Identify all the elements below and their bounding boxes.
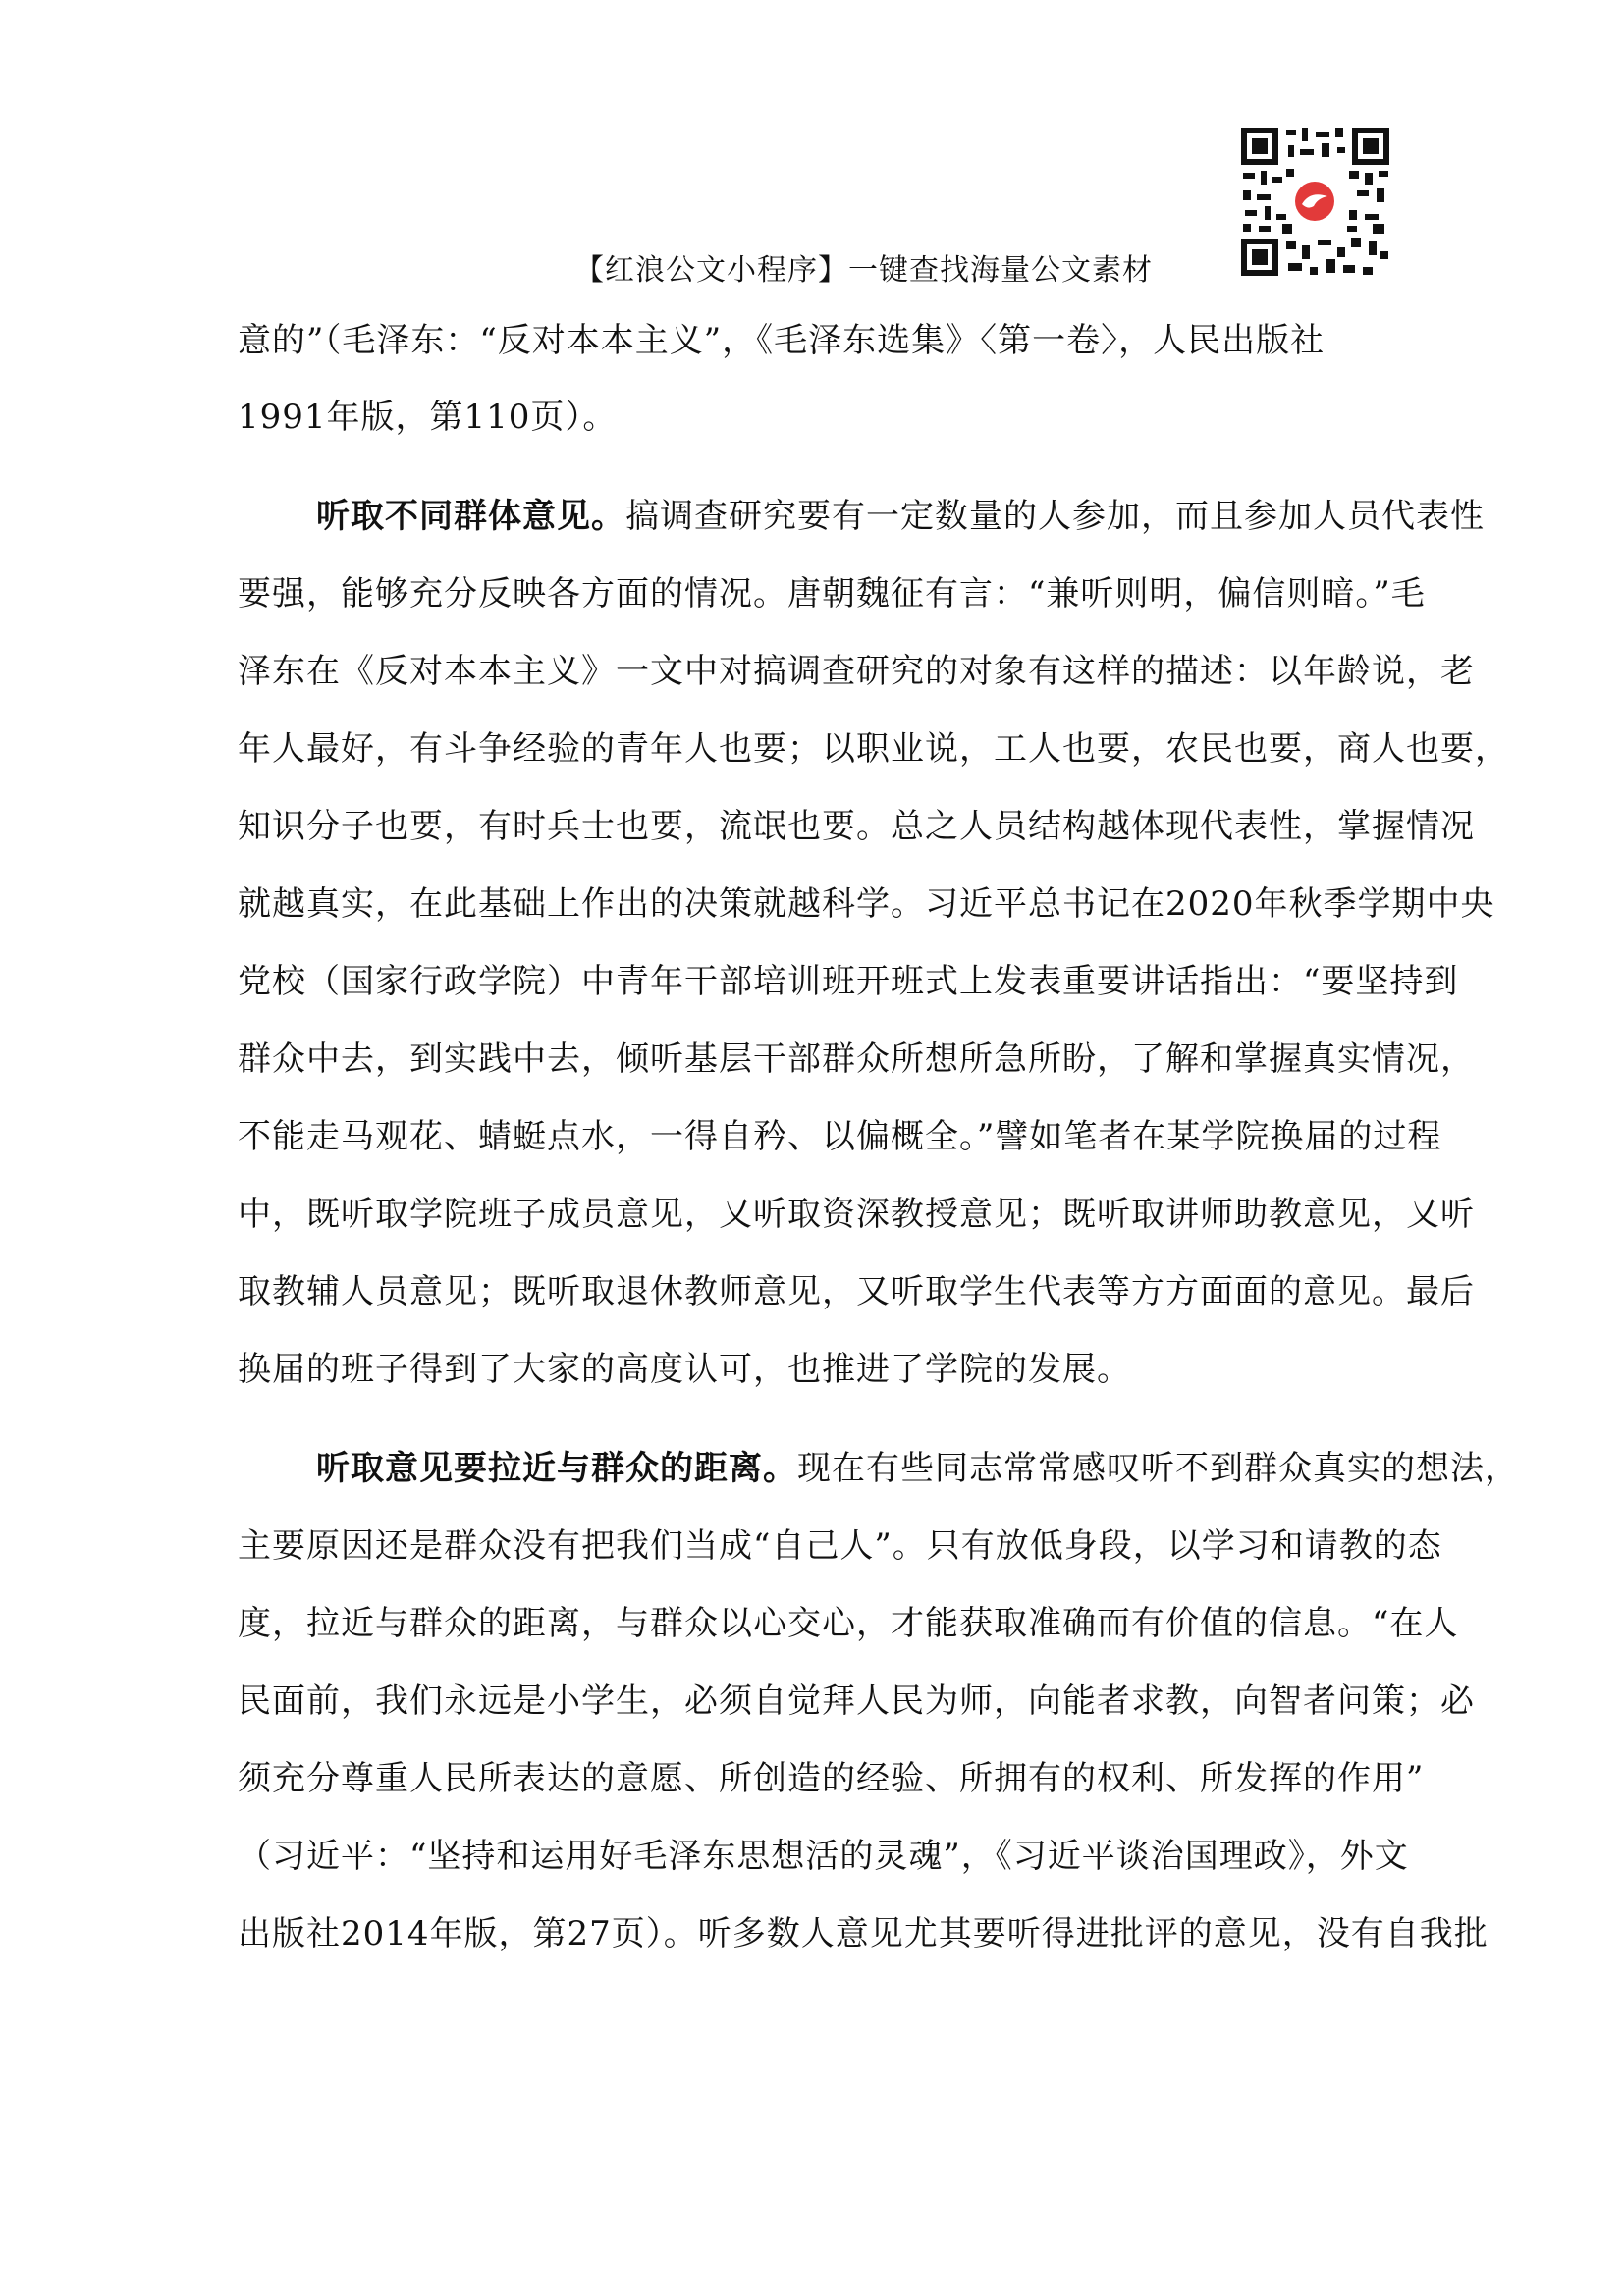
body-line-4: 要强，能够充分反映各方面的情况。唐朝魏征有言：“兼听则明，偏信则暗。”毛 [238,574,1426,614]
body-line-14: 换届的班子得到了大家的高度认可，也推进了学院的发展。 [238,1350,1131,1389]
body-line-6: 年人最好，有斗争经验的青年人也要；以职业说，工人也要，农民也要，商人也要， [238,729,1509,769]
body-line-3: 搞调查研究要有一定数量的人参加，而且参加人员代表性 [625,497,1485,536]
header-promo-text: 【红浪公文小程序】一键查找海量公文素材 [574,253,1153,288]
body-line-9: 党校（国家行政学院）中青年干部培训班开班式上发表重要讲话指出：“要坚持到 [238,962,1459,1001]
body-line-20: （习近平：“坚持和运用好毛泽东思想活的灵魂”，《习近平谈治国理政》，外文 [238,1837,1409,1876]
qr-code-icon [1239,126,1391,278]
body-line-12: 中，既听取学院班子成员意见，又听取资深教授意见；既听取讲师助教意见，又听 [238,1195,1475,1234]
body-line-17: 度，拉近与群众的距离，与群众以心交心，才能获取准确而有价值的信息。“在人 [238,1604,1459,1643]
paragraph-lead-line [316,1449,1519,1488]
body-line-1: 意的”（毛泽东：“反对本本主义”，《毛泽东选集》〈第一卷〉，人民出版社 [238,321,1326,360]
body-line-15: 现在有些同志常常感叹听不到群众真实的想法， [797,1449,1519,1488]
body-line-18: 民面前，我们永远是小学生，必须自觉拜人民为师，向能者求教，向智者问策；必 [238,1682,1475,1721]
paragraph-heading-bold: 听取不同群体意见。 [316,497,625,536]
paragraph-heading-bold: 听取意见要拉近与群众的距离。 [316,1449,797,1488]
body-line-21: 出版社2014年版，第27页）。听多数人意见尤其要听得进批评的意见，没有自我批 [238,1914,1489,1953]
body-line-7: 知识分子也要，有时兵士也要，流氓也要。总之人员结构越体现代表性，掌握情况 [238,807,1475,846]
body-line-10: 群众中去，到实践中去，倾听基层干部群众所想所急所盼，了解和掌握真实情况， [238,1040,1475,1079]
body-line-16: 主要原因还是群众没有把我们当成“自己人”。只有放低身段，以学习和请教的态 [238,1526,1442,1566]
paragraph-lead-line [316,497,1485,536]
body-line-13: 取教辅人员意见；既听取退休教师意见，又听取学生代表等方方面面的意见。最后 [238,1272,1475,1311]
body-line-19: 须充分尊重人民所表达的意愿、所创造的经验、所拥有的权利、所发挥的作用” [238,1759,1425,1798]
body-line-5: 泽东在《反对本本主义》一文中对搞调查研究的对象有这样的描述：以年龄说，老 [238,652,1475,691]
body-line-11: 不能走马观花、蜻蜓点水，一得自矜、以偏概全。”譬如笔者在某学院换届的过程 [238,1117,1442,1156]
body-line-2: 1991年版，第110页）。 [238,398,618,437]
body-line-8: 就越真实，在此基础上作出的决策就越科学。习近平总书记在2020年秋季学期中央 [238,884,1495,924]
